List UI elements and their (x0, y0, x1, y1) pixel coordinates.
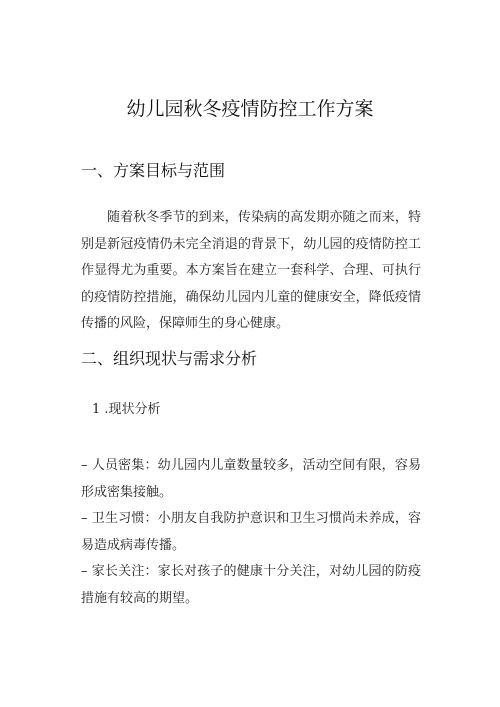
list-item: – 卫生习惯：小朋友自我防护意识和卫生习惯尚未养成，容易造成病毒传播。 (81, 511, 421, 553)
analysis-list (81, 453, 421, 612)
section-2-subheading: 1 .现状分析 (92, 402, 161, 417)
section-1-paragraph: 随着秋冬季节的到来，传染病的高发期亦随之而来，特别是新冠疫情仍未完全消退的背景下，幼儿园的疫情防控工作显得尤为重要。本方案旨在建立一套科学、合理、可执行的疫情防控措施，确保幼儿园内儿童的健康安全，降低疫情传播的风险，保障师生的身心健康。 (81, 210, 421, 331)
section-1-heading: 一、方案目标与范围 (81, 161, 226, 180)
section-2-heading: 二、组织现状与需求分析 (81, 349, 258, 368)
list-item: – 家长关注：家长对孩子的健康十分关注，对幼儿园的防疫措施有较高的期望。 (81, 564, 421, 606)
list-item: – 人员密集：幼儿园内儿童数量较多，活动空间有限，容易形成密集接触。 (81, 458, 421, 500)
document-title: 幼儿园秋冬疫情防控工作方案 (126, 98, 374, 120)
